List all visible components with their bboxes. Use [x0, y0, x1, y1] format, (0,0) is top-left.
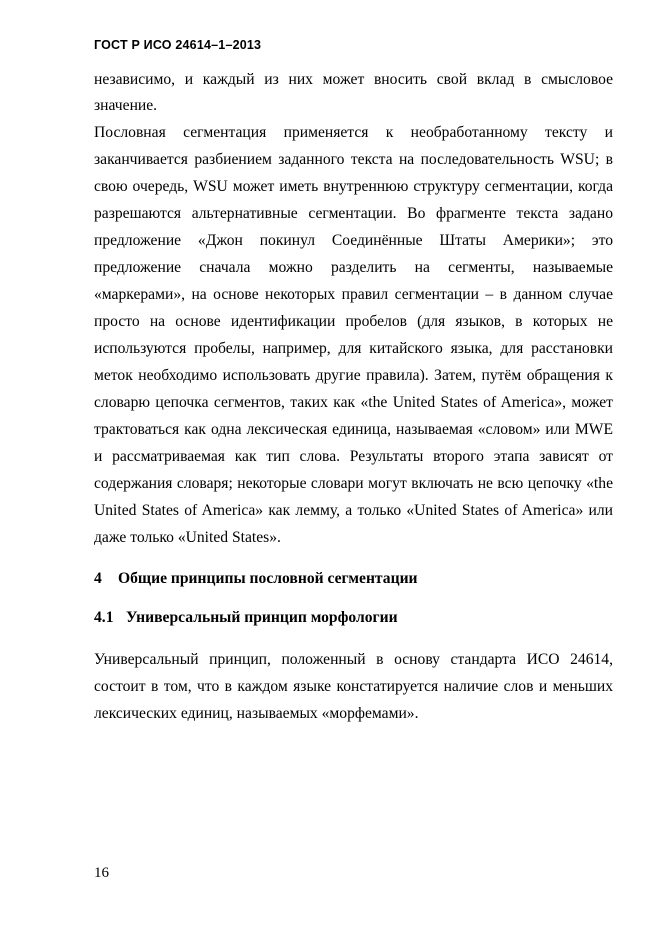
subsection-title: Универсальный принцип морфологии	[126, 609, 398, 626]
paragraph-line: словарю цепочка сегментов, таких как «the United States of America», может	[94, 394, 613, 411]
document-header: ГОСТ Р ИСО 24614–1–2013	[94, 38, 262, 52]
paragraph-line: даже только «United States».	[94, 529, 281, 546]
paragraph-line: United States of America» как лемму, а только «United States of America» или	[94, 502, 613, 519]
paragraph-line: лексических единиц, называемых «морфемами».	[94, 705, 419, 722]
paragraph-line: меток необходимо использовать другие правила). Затем, путём обращения к	[94, 367, 613, 384]
section-title: Общие принципы пословной сегментации	[118, 570, 418, 587]
paragraph-line: трактоваться как одна лексическая единица, называемая «словом» или MWE	[94, 421, 613, 438]
paragraph-line: независимо, и каждый из них может вносить свой вклад в смысловое	[94, 71, 613, 88]
paragraph-line: предложение «Джон покинул Соединённые Штаты Америки»; это	[94, 232, 613, 249]
paragraph-line: Универсальный принцип, положенный в основу стандарта ИСО 24614,	[94, 651, 613, 668]
paragraph-line: разрешаются альтернативные сегментации. Во фрагменте текста задано	[94, 205, 613, 222]
paragraph-line: состоит в том, что в каждом языке констатируется наличие слов и меньших	[94, 678, 613, 695]
paragraph-line: значение.	[94, 97, 158, 114]
paragraph-line: содержания словаря; некоторые словари могут включать не всю цепочку «the	[94, 475, 613, 492]
paragraph-line: заканчивается разбиением заданного текста на последовательность WSU; в	[94, 151, 613, 168]
subsection-heading	[94, 609, 398, 627]
paragraph-line: Пословная сегментация применяется к необработанному тексту и	[94, 124, 613, 141]
paragraph-line: просто на основе идентификации пробелов (для языков, в которых не	[94, 313, 613, 330]
paragraph-line: и рассматриваемая как тип слова. Результаты второго этапа зависят от	[94, 448, 613, 465]
paragraph-line: используются пробелы, например, для китайского языка, для расстановки	[94, 340, 613, 357]
page-number: 16	[94, 865, 109, 881]
subsection-number: 4.1	[94, 609, 114, 626]
section-number: 4	[94, 570, 102, 587]
paragraph-line: «маркерами», на основе некоторых правил сегментации – в данном случае	[94, 286, 613, 303]
paragraph-line: свою очередь, WSU может иметь внутреннюю структуру сегментации, когда	[94, 178, 613, 195]
paragraph-line: предложение сначала можно разделить на сегменты, называемые	[94, 259, 613, 276]
section-heading	[94, 570, 418, 588]
